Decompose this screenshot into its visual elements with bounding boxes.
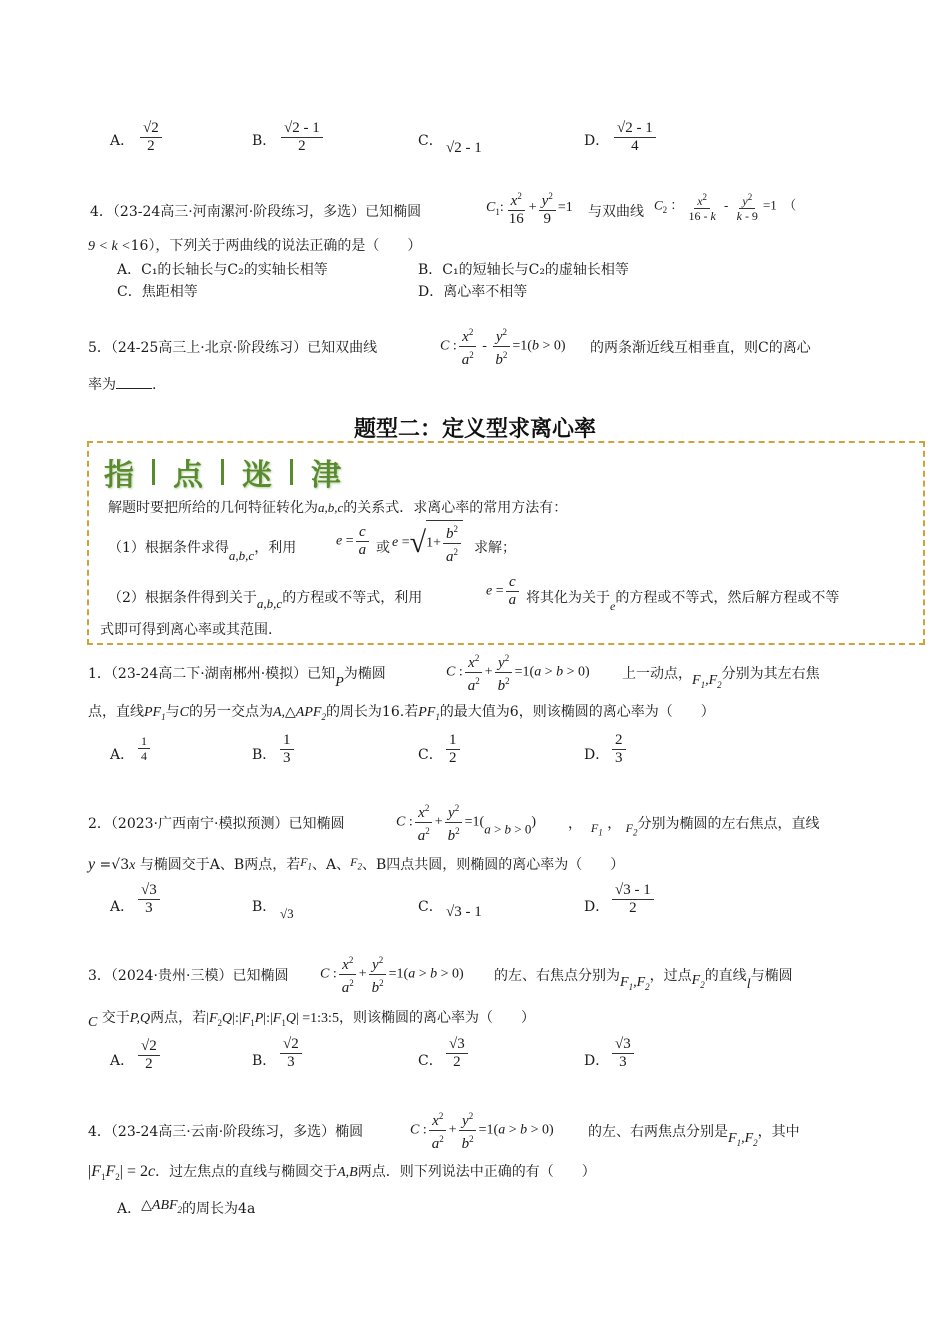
p3-option-d-value: $\frac{√3}{3}$ (610, 1036, 636, 1071)
tip-banner (104, 450, 341, 494)
tip-line-1: 解题时要把所给的几何特征转化为a,b,c的关系式．求离心率的常用方法有： (108, 500, 568, 516)
question-text: ．过左焦点的直线与椭圆交于 (155, 1164, 338, 1180)
question-text: 上一动点， (622, 666, 692, 682)
question-text: 两点．则下列说法中正确的有（ ） (357, 1164, 596, 1180)
option-text: D．离心率不相等 (418, 284, 528, 300)
option-text: 的周长为4a (182, 1201, 256, 1217)
option-b-value: $\frac{√2 - 1}{2}$ (279, 120, 325, 155)
p2-option-d-value: $\frac{√3 - 1}{2}$ (610, 882, 656, 917)
tip-line-4 (100, 620, 272, 640)
tip-text: 的关系式．求离心率的常用方法有： (343, 500, 568, 516)
question-number: 4． (90, 204, 113, 220)
p3-option-d (584, 1050, 609, 1070)
question-text: （23-24高三·河南漯河·阶段练习，多选）已知椭圆 (112, 204, 422, 220)
q4-option-b (418, 260, 629, 280)
p3-option-b (252, 1050, 276, 1070)
option-letter: A． (110, 133, 135, 149)
question-text: 的左、右两焦点分别是 (588, 1124, 728, 1140)
problem-1-line2: 点，直线$PF_1$与C的另一交点为$A,\triangle APF_2$的周长为16.若$PF_1$的最大值为6，则该椭圆的离心率为（ ） (88, 704, 715, 722)
tip-text: （1）根据条件求得 (108, 540, 229, 556)
option-letter: B． (252, 1053, 277, 1069)
question-number: 3． (88, 968, 111, 984)
question-text: 、B四点共圆，则椭圆的离心率为（ ） (362, 857, 625, 873)
tip-text: 或 (376, 540, 390, 556)
question-text: 率为 (88, 377, 116, 393)
banner-char: 津 (311, 458, 341, 493)
question-5 (88, 338, 377, 358)
option-c-value: √2 - 1 (446, 140, 482, 156)
banner-divider (221, 459, 224, 485)
option-letter: A． (117, 1201, 142, 1217)
option-text: A．C₁的长轴长与C₂的实轴长相等 (117, 262, 328, 278)
option-text: B．C₁的短轴长与C₂的虚轴长相等 (418, 262, 629, 278)
tip-line-3: （2）根据条件得到关于a,b,c的方程或不等式，利用 (108, 590, 423, 611)
tip-text: 解题时要把所给的几何特征转化为 (108, 500, 318, 516)
question-number: 1． (88, 666, 111, 682)
tip-line-2: （1）根据条件求得a,b,c，利用 (108, 540, 297, 563)
p2-option-b (252, 896, 276, 916)
equation-hyperbola-c: C : $\frac{x^2}{a^2}$ - $\frac{y^2}{b^2}$ =1(b > 0) (440, 324, 566, 369)
question-text: 与椭圆 (750, 968, 793, 984)
option-d (584, 130, 609, 150)
question-text: 与双曲线 (588, 204, 644, 220)
tip-solve (474, 538, 516, 558)
equation-p3: C : $\frac{x^2}{a^2}$ + $\frac{y^2}{b^2}$ =1(a > b > 0) (320, 952, 464, 997)
question-text: 的周长为16.若 (325, 704, 419, 720)
option-letter: C． (418, 133, 443, 149)
question-text: 点，直线 (88, 704, 144, 720)
option-text: C．焦距相等 (117, 284, 198, 300)
option-letter: D． (584, 747, 610, 763)
tip-text: 式即可得到离心率或其范围. (100, 622, 273, 638)
tip-text: 的方程或不等式，利用 (282, 590, 423, 606)
equation-p2: C : $\frac{x^2}{a^2}$ + $\frac{y^2}{b^2}$ =1(a > b > 0) (396, 800, 536, 845)
question-text: 为椭圆 (343, 666, 386, 682)
section-title: 题型二：定义型求离心率 (353, 417, 596, 442)
question-5-tail (590, 338, 811, 358)
problem-3-tail: 的左、右焦点分别为$F_1,F_2$，过点$F_2$的直线l与椭圆 (494, 968, 793, 992)
p1-option-a (110, 744, 134, 764)
p1-option-d-value: $\frac{2}{3}$ (610, 732, 628, 767)
p2-option-c (418, 896, 443, 916)
banner-char: 迷 (242, 458, 272, 493)
problem-1: 1．（23-24高二下·湖南郴州·模拟）已知P为椭圆 (88, 666, 386, 690)
problem-2-tail: ， $F_1$ ， $F_2$分别为椭圆的左右焦点，直线 (568, 816, 820, 838)
question-text: 两点，若 (150, 1010, 207, 1026)
option-b (252, 130, 276, 150)
problem-4 (88, 1122, 363, 1142)
question-5-line2 (88, 374, 156, 395)
answer-blank[interactable] (116, 374, 152, 389)
p2-option-c-value: √3 - 1 (446, 904, 482, 920)
question-text: （2023·广西南宁·模拟预测）已知椭圆 (110, 816, 345, 832)
p1-option-c-value: $\frac{1}{2}$ (444, 732, 462, 767)
p3-option-a-value: $\frac{√2}{2}$ (136, 1038, 162, 1073)
question-number: 4． (88, 1124, 111, 1140)
question-text: ，其中 (757, 1124, 800, 1140)
question-text: 的两条渐近线互相垂直，则C的离心 (590, 340, 811, 356)
option-letter: B． (252, 747, 277, 763)
banner-char: 点 (173, 458, 203, 493)
problem-3-line2: C 交于P,Q两点，若$|F_2Q|:|F_1P|:|F_1Q|$ =1:3:5，则该椭圆的离心率为（ ） (88, 1010, 535, 1030)
question-text: 的直线 (704, 968, 747, 984)
tip-text: 的方程或不等式，然后解方程或不等 (615, 590, 840, 606)
p4-option-a: A．$\triangle ABF_2$的周长为4a (117, 1198, 256, 1217)
problem-2 (88, 814, 344, 834)
banner-divider (152, 459, 155, 485)
question-text: . (152, 377, 157, 393)
problem-2-line2: y =√3x 与椭圆交于A、B两点，若$F_1$、A、$F_2$、B四点共圆，则椭圆的离心率为（ ） (88, 855, 625, 873)
tip-line-3-b: 将其化为关于e的方程或不等式，然后解方程或不等 (526, 590, 840, 613)
banner-char: 指 (104, 458, 134, 493)
question-text: （24-25高三上·北京·阶段练习）已知双曲线 (110, 340, 378, 356)
p3-option-c-value: $\frac{√3}{2}$ (444, 1036, 470, 1071)
tip-or (376, 538, 390, 558)
p1-option-a-value: $\frac{1}{4}$ (136, 734, 152, 763)
formula-e-sqrt: e =√1+ $\frac{b^2}{a^2}$ (392, 520, 463, 566)
option-d-value: $\frac{√2 - 1}{4}$ (612, 120, 658, 155)
question-text: 分别为椭圆的左右焦点，直线 (637, 816, 820, 832)
option-letter: A． (110, 747, 135, 763)
equation-p1: C : $\frac{x^2}{a^2}$ + $\frac{y^2}{b^2}$ =1(a > b > 0) (446, 650, 590, 695)
question-text: （2024·贵州·三模）已知椭圆 (110, 968, 289, 984)
option-letter: A． (110, 1053, 135, 1069)
question-text: 交于 (101, 1010, 130, 1026)
option-letter: D． (584, 1053, 610, 1069)
q4-option-d (418, 282, 527, 302)
question-text: ），下列关于两曲线的说法正确的是（ ） (148, 238, 422, 254)
q4-option-a (117, 260, 328, 280)
question-4-mid (588, 202, 644, 222)
option-letter: A． (110, 899, 135, 915)
p3-option-c (418, 1050, 443, 1070)
question-4 (90, 202, 421, 222)
option-letter: B． (252, 899, 277, 915)
option-letter: C． (418, 747, 443, 763)
option-c (418, 130, 443, 150)
question-text: （23-24高二下·湖南郴州·模拟）已知 (110, 666, 336, 682)
question-text: ， (568, 816, 582, 832)
p2-option-d (584, 896, 609, 916)
question-text: 与椭圆交于A、B两点，若 (139, 857, 301, 873)
equation-p4: C : $\frac{x^2}{a^2}$ + $\frac{y^2}{b^2}$ =1(a > b > 0) (410, 1108, 554, 1153)
tip-text: 求解； (474, 540, 516, 556)
option-letter: C． (418, 899, 443, 915)
formula-e: e = $\frac{c}{a}$ (336, 524, 371, 559)
tip-text: （2）根据条件得到关于 (108, 590, 257, 606)
p1-option-d (584, 744, 609, 764)
p2-option-b-value: √3 (280, 906, 294, 921)
question-text: ，过点 (649, 968, 692, 984)
p2-option-a (110, 896, 134, 916)
question-text: 的左、右焦点分别为 (494, 968, 620, 984)
option-a-value: $\frac{√2}{2}$ (138, 120, 164, 155)
p1-option-b-value: $\frac{1}{3}$ (278, 732, 296, 767)
equation-ellipse: $C_1$: $\frac{x^2}{16}$ + $\frac{y^2}{9}$ =1 (486, 188, 573, 228)
question-text: ，则该椭圆的离心率为（ ） (338, 1010, 535, 1026)
question-text: 的最大值为6，则该椭圆的离心率为（ ） (439, 704, 715, 720)
question-text: 的另一交点为 (188, 704, 273, 720)
question-text: 与 (165, 704, 180, 720)
q4-option-c (117, 282, 198, 302)
tip-text: ，利用 (254, 540, 297, 556)
problem-1-tail: 上一动点，$F_1,F_2$分别为其左右焦 (622, 666, 820, 690)
problem-4-line2: $|F_1F_2| = 2c$．过左焦点的直线与椭圆交于A,B两点．则下列说法中正确的有（ ） (88, 1163, 596, 1183)
option-letter: D． (584, 133, 610, 149)
question-text: （23-24高三·云南·阶段练习，多选）椭圆 (110, 1124, 364, 1140)
tip-text: 将其化为关于 (526, 590, 610, 606)
question-number: 2． (88, 816, 111, 832)
p1-option-c (418, 744, 443, 764)
option-letter: D． (584, 899, 610, 915)
question-text: 、A、 (312, 857, 351, 873)
option-letter: C． (418, 1053, 443, 1069)
option-a (110, 130, 134, 150)
problem-3 (88, 966, 288, 986)
formula-e-2: e = $\frac{c}{a}$ (486, 574, 521, 609)
question-number: 5． (88, 340, 111, 356)
p1-option-b (252, 744, 276, 764)
problem-4-tail: 的左、右两焦点分别是$F_1,F_2$，其中 (588, 1124, 800, 1148)
question-4-line2: 9 < k <16），下列关于两曲线的说法正确的是（ ） (88, 238, 422, 254)
p3-option-a (110, 1050, 134, 1070)
p2-option-a-value: $\frac{√3}{3}$ (136, 882, 162, 917)
question-text: 分别为其左右焦 (721, 666, 820, 682)
banner-divider (290, 459, 293, 485)
equation-hyperbola: $C_2$ ： $\frac{x^2}{16 - k}$ - $\frac{y^2}{k - 9}$ =1 （ (654, 192, 797, 223)
p3-option-b-value: $\frac{√2}{3}$ (278, 1036, 304, 1071)
option-letter: B． (252, 133, 277, 149)
